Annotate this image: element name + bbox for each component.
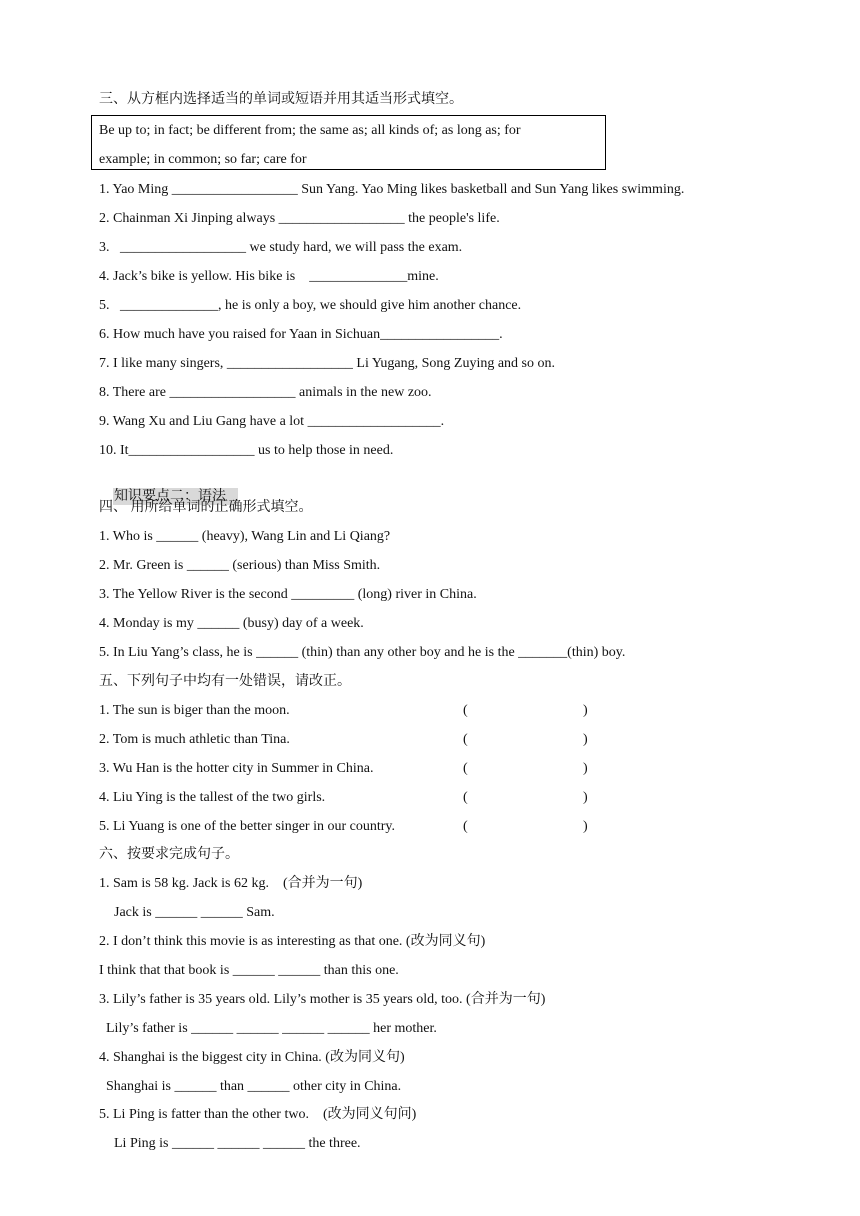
section4-item-4: 4. Monday is my ______ (busy) day of a week. xyxy=(99,616,364,631)
answer-paren-open-2: ( xyxy=(463,732,468,747)
section4-title: 四、 用所给单词的正确形式填空。 xyxy=(99,500,313,515)
answer-paren-close-2: ) xyxy=(583,732,588,747)
section6-answer-2: I think that that book is ______ ______ than this one. xyxy=(99,963,399,978)
word-bank-box xyxy=(91,115,606,170)
section5-item-5: 5. Li Yuang is one of the better singer in our country. xyxy=(99,819,396,834)
word-bank-line-2: example; in common; so far; care for xyxy=(99,152,307,167)
answer-paren-open-3: ( xyxy=(463,761,468,776)
section5-item-1: 1. The sun is biger than the moon. xyxy=(99,703,290,718)
knowledge-point-label: 知识要点二：语法 xyxy=(113,488,238,505)
answer-paren-close-3: ) xyxy=(583,761,588,776)
section6-answer-5: Li Ping is ______ ______ ______ the three. xyxy=(114,1136,361,1151)
word-bank-line-1: Be up to; in fact; be different from; the same as; all kinds of; as long as; for xyxy=(99,123,521,138)
section5-title: 五、下列句子中均有一处错误，请改正。 xyxy=(99,674,351,689)
section3-item-5: 5. ______________, he is only a boy, we should give him another chance. xyxy=(99,298,522,313)
section4-item-3: 3. The Yellow River is the second _________ (long) river in China. xyxy=(99,587,477,602)
section6-question-2: 2. I don’t think this movie is as interesting as that one. (改为同义句) xyxy=(99,934,486,949)
section3-item-2: 2. Chainman Xi Jinping always __________________ the people's life. xyxy=(99,211,500,226)
section4-item-5: 5. In Liu Yang’s class, he is ______ (thin) than any other boy and he is the _______(thin) boy. xyxy=(99,645,626,660)
section6-question-5: 5. Li Ping is fatter than the other two. (改为同义句问) xyxy=(99,1107,417,1122)
section3-item-3: 3. __________________ we study hard, we will pass the exam. xyxy=(99,240,463,255)
answer-paren-open-4: ( xyxy=(463,790,468,805)
section6-question-4: 4. Shanghai is the biggest city in China. (改为同义句) xyxy=(99,1050,405,1065)
section3-item-1: 1. Yao Ming __________________ Sun Yang. Yao Ming likes basketball and Sun Yang likes swimming. xyxy=(99,182,685,197)
section6-answer-3: Lily’s father is ______ ______ ______ ______ her mother. xyxy=(106,1021,437,1036)
section3-item-9: 9. Wang Xu and Liu Gang have a lot ___________________. xyxy=(99,414,445,429)
section6-title: 六、按要求完成句子。 xyxy=(99,847,239,862)
section3-item-7: 7. I like many singers, __________________ Li Yugang, Song Zuying and so on. xyxy=(99,356,556,371)
section4-item-2: 2. Mr. Green is ______ (serious) than Miss Smith. xyxy=(99,558,381,573)
section3-item-4: 4. Jack’s bike is yellow. His bike is ______________mine. xyxy=(99,269,439,284)
answer-paren-open-5: ( xyxy=(463,819,468,834)
section6-answer-4: Shanghai is ______ than ______ other city in China. xyxy=(106,1079,402,1094)
answer-paren-close-4: ) xyxy=(583,790,588,805)
answer-paren-open-1: ( xyxy=(463,703,468,718)
section4-item-1: 1. Who is ______ (heavy), Wang Lin and Li Qiang? xyxy=(99,529,391,544)
answer-paren-close-1: ) xyxy=(583,703,588,718)
section3-title: 三、从方框内选择适当的单词或短语并用其适当形式填空。 xyxy=(99,92,463,107)
section5-item-3: 3. Wu Han is the hotter city in Summer in China. xyxy=(99,761,374,776)
section6-question-1: 1. Sam is 58 kg. Jack is 62 kg. (合并为一句) xyxy=(99,876,363,891)
section3-item-6: 6. How much have you raised for Yaan in Sichuan_________________. xyxy=(99,327,503,342)
section5-item-4: 4. Liu Ying is the tallest of the two girls. xyxy=(99,790,326,805)
section3-item-8: 8. There are __________________ animals in the new zoo. xyxy=(99,385,432,400)
section5-item-2: 2. Tom is much athletic than Tina. xyxy=(99,732,290,747)
answer-paren-close-5: ) xyxy=(583,819,588,834)
section3-item-10: 10. It__________________ us to help those in need. xyxy=(99,443,394,458)
section6-question-3: 3. Lily’s father is 35 years old. Lily’s mother is 35 years old, too. (合并为一句) xyxy=(99,992,546,1007)
section6-answer-1: Jack is ______ ______ Sam. xyxy=(114,905,275,920)
